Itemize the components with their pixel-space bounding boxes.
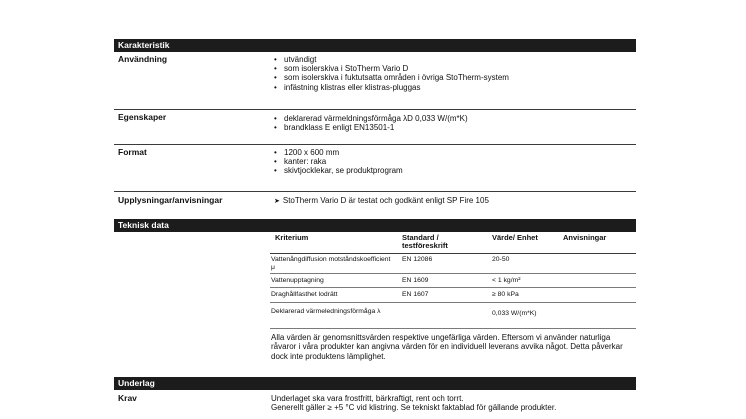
table-cell-kriterium: Vattenångdiffusion motståndskoefficient μ — [271, 256, 391, 271]
list-egenskaper — [274, 114, 468, 132]
table-cell-standard: EN 1609 — [402, 277, 429, 284]
krav-line: Generellt gäller ≥ +5 °C vid klistring. Se tekniskt faktablad för gällande produkter. — [271, 403, 557, 413]
list-anvandning — [274, 55, 509, 92]
krav-text — [271, 394, 643, 413]
table-header-standard: Standard / testföreskrift — [402, 233, 448, 250]
krav-line: Underlaget ska vara frostfritt, bärkraftigt, rent och torrt. — [271, 394, 464, 403]
table-divider — [270, 253, 636, 254]
table-divider — [270, 328, 636, 329]
divider — [114, 144, 636, 145]
table-cell-standard: EN 12086 — [402, 256, 433, 263]
label-krav: Krav — [118, 393, 137, 403]
section-header-underlag: Underlag — [114, 377, 636, 390]
table-header-anvisningar: Anvisningar — [563, 233, 607, 242]
label-egenskaper: Egenskaper — [118, 112, 167, 122]
arrow-icon: ➤ — [274, 198, 280, 205]
teknisk-data-note: Alla värden är genomsnittsvärden respektive ungefärliga värden. Eftersom vi använder naturliga råvaror i våra produkter kan angivna värden för en individuell leverans avvika något. Detta påverkar dock inte produktens lämplighet. — [271, 333, 623, 361]
list-item: • kanter: raka — [274, 157, 403, 166]
list-item: • som isolerskiva i fuktutsatta områden i övriga StoTherm-system — [274, 73, 509, 82]
list-item: • infästning klistras eller klistras-pluggas — [274, 83, 509, 92]
table-cell-standard: EN 1607 — [402, 291, 429, 298]
table-divider — [270, 302, 636, 303]
table-cell-kriterium: Deklarerad värmeledningsförmåga λ — [271, 308, 381, 315]
divider — [114, 109, 636, 110]
list-item: • skivtjocklekar, se produktprogram — [274, 166, 403, 175]
divider — [114, 191, 636, 192]
table-cell-kriterium: Draghållfasthet lodrätt — [271, 291, 338, 298]
list-item: • utvändigt — [274, 55, 509, 64]
table-header-kriterium: Kriterium — [275, 233, 309, 242]
table-header-varde: Värde/ Enhet — [492, 233, 538, 242]
list-item: • som isolerskiva i StoTherm Vario D — [274, 64, 509, 73]
label-anvandning: Användning — [118, 54, 168, 64]
table-divider — [270, 287, 636, 288]
table-cell-varde: < 1 kg/m² — [492, 277, 521, 284]
table-divider — [270, 273, 636, 274]
list-item: • deklarerad värmeldningsförmåga λD 0,033 W/(m*K) — [274, 114, 468, 123]
upplysningar-text — [274, 196, 489, 207]
list-item: • brandklass E enligt EN13501-1 — [274, 123, 468, 132]
label-upplysningar: Upplysningar/anvisningar — [118, 195, 223, 205]
table-cell-varde: 20-50 — [492, 256, 510, 263]
list-item: • 1200 x 600 mm — [274, 148, 403, 157]
table-cell-varde: 0,033 W/(m*K) — [492, 310, 537, 317]
table-cell-varde: ≥ 80 kPa — [492, 291, 519, 298]
section-header-teknisk-data: Teknisk data — [114, 219, 636, 232]
section-header-karakteristik: Karakteristik — [114, 39, 636, 52]
label-format: Format — [118, 147, 147, 157]
upplysningar-value: StoTherm Vario D är testat och godkänt enligt SP Fire 105 — [282, 196, 489, 205]
list-format — [274, 148, 403, 176]
table-cell-kriterium: Vattenupptagning — [271, 277, 324, 284]
